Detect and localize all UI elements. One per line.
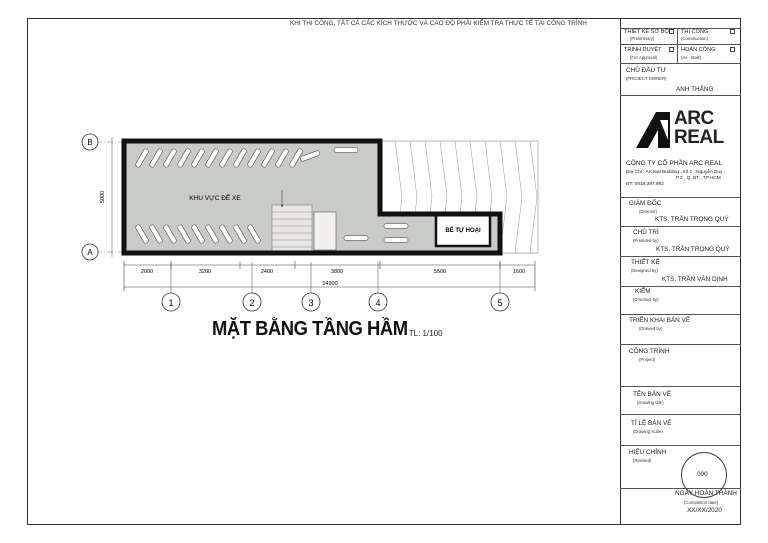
dimension-6: 1600 (512, 269, 526, 275)
stage-approval-checkbox[interactable] (669, 47, 674, 52)
tb-divider (620, 63, 741, 64)
stage-construction-checkbox[interactable] (730, 29, 735, 34)
stage-asbuilt-sub: (As - Built) (681, 55, 702, 60)
grid-leaders (171, 262, 500, 293)
dimension-1: 2000 (140, 269, 154, 275)
total-dimension: 14900 (322, 281, 338, 287)
design-name: KTS. TRẦN VĂN DINH (662, 276, 728, 283)
grid-label-5: 5 (497, 298, 503, 308)
logo-text-line2: REAL (674, 127, 724, 148)
drawing-scale-sub: (Drawing scale) (633, 429, 663, 434)
stage-asbuilt-label: HOÀN CÔNG (681, 47, 716, 53)
drawing-title-sub: (Drawing title) (637, 400, 664, 405)
design-sub: (Designed by) (631, 268, 658, 273)
tb-divider (620, 44, 741, 45)
tb-divider (620, 95, 741, 96)
owner-sub: (PROJECT OWNER) (626, 76, 667, 81)
elevator-shaft (314, 212, 336, 250)
tb-divider (620, 344, 741, 345)
stage-asbuilt-checkbox[interactable] (730, 47, 735, 52)
arc-real-logo (636, 110, 736, 150)
completion-label: NGÀY HOÀN THÀNH (675, 490, 737, 497)
director-sub: (Director) (639, 209, 657, 214)
top-note: KHI THI CÔNG, TẤT CẢ CÁC KÍCH THƯỚC VÀ CAO ĐỘ PHẢI KIỂM TRA THỰC TẾ TẠI CÔNG TRÌNH (290, 20, 587, 27)
stage-construction-sub: (Construction) (681, 36, 708, 41)
director-label: GIÁM ĐỐC (629, 200, 662, 207)
design-label: THIẾT KẾ (631, 259, 660, 266)
stage-preliminary-label: THIẾT KẾ SƠ BỘ (624, 29, 669, 35)
stage-preliminary-sub: (Preliminary) (630, 36, 655, 41)
drawing-title-label: TÊN BẢN VẼ (633, 391, 671, 398)
check-label: KIỂM (635, 288, 651, 295)
septic-tank-label: BỂ TỰ HOẠI (445, 228, 481, 234)
grid-label-4: 4 (375, 298, 381, 308)
chair-name: KTS. TRẦN TRỌNG QUÝ (656, 246, 730, 253)
project-sub: (Project) (639, 357, 656, 362)
dimension-2: 3200 (198, 269, 212, 275)
tb-divider (620, 197, 741, 198)
company-name: CÔNG TY CỔ PHẦN ARC REAL (626, 160, 723, 167)
revision-number: 000 (697, 471, 708, 478)
tb-divider (620, 256, 741, 257)
logo-text-line1: ARC (674, 108, 714, 129)
stage-approval-sub: (For Approval) (630, 55, 658, 60)
check-sub: (Checked by) (633, 297, 659, 302)
grid-label-2: 2 (249, 298, 255, 308)
completion-sub: (Completion date) (684, 500, 719, 505)
director-name: KTS. TRẦN TRỌNG QUÝ (655, 216, 729, 223)
company-address-2: P.3 , Q. BT , TP.HCM (676, 176, 721, 181)
dimension-5: 5500 (433, 269, 447, 275)
completion-date: XX/XX/2020 (687, 507, 722, 514)
drawn-sub: (Drawed by) (639, 326, 663, 331)
tb-divider (620, 226, 741, 227)
tb-divider (620, 314, 741, 315)
chair-sub: (Presided by) (633, 238, 659, 243)
drawing-title: MẶT BẰNG TẦNG HẦM (212, 318, 408, 340)
chair-label: CHỦ TRÌ (633, 229, 659, 236)
stage-construction-label: THI CÔNG (681, 29, 709, 35)
revised-label: HIỆU CHỈNH (629, 449, 667, 456)
tb-divider (620, 386, 741, 387)
company-address-1: Địa Chỉ : Arcreal Building , số 1 , Nguyễn Duy , (626, 170, 726, 175)
drawn-label: TRIỂN KHAI BẢN VẼ (629, 317, 691, 324)
tb-divider (620, 286, 741, 287)
company-phone: ĐT: 0918.397.992 (626, 182, 664, 187)
basement-plan (0, 0, 620, 330)
owner-name: ANH THẮNG (676, 86, 714, 93)
grid-label-3: 3 (308, 298, 314, 308)
revised-sub: (Revised) (633, 458, 652, 463)
axis-label-a: A (87, 248, 93, 257)
tb-divider (677, 28, 678, 63)
dimension-3: 2400 (260, 269, 274, 275)
axis-label-b: B (87, 138, 93, 147)
tb-divider (620, 445, 741, 446)
drawing-scale: - TL: 1/100 (404, 329, 443, 338)
grid-label-1: 1 (168, 298, 174, 308)
drawing-scale-label: TỈ LỆ BẢN VẼ (631, 420, 672, 427)
stage-approval-label: TRÌNH DUYỆT (624, 47, 662, 53)
dimension-4: 3800 (330, 269, 344, 275)
parking-area-label: KHU VỰC ĐỂ XE (189, 195, 241, 202)
side-dimension: 5000 (100, 190, 106, 204)
owner-label: CHỦ ĐẦU TƯ (626, 67, 667, 74)
stage-preliminary-checkbox[interactable] (669, 29, 674, 34)
tb-divider (620, 414, 741, 415)
project-label: CÔNG TRÌNH (629, 348, 670, 355)
